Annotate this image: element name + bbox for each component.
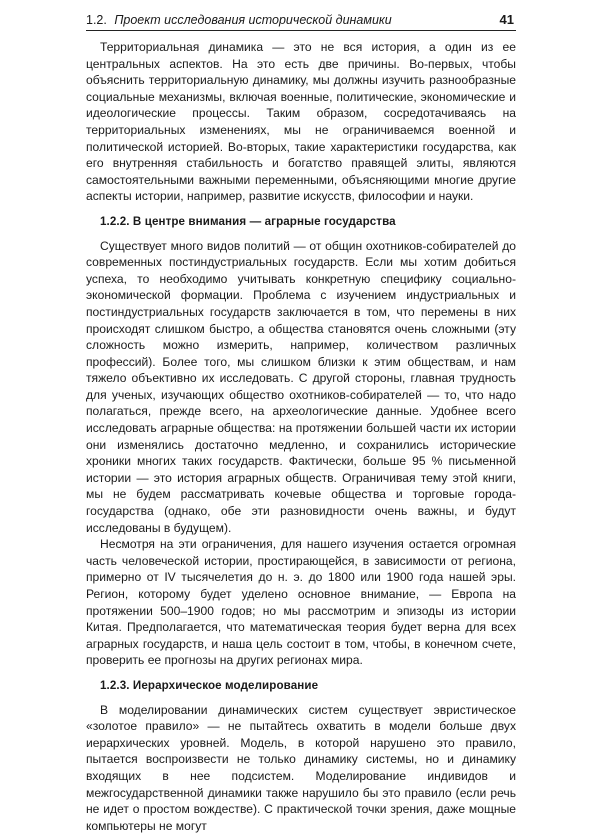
header-section-title: Проект исследования исторической динамики	[114, 13, 392, 27]
header-section-number: 1.2.	[86, 13, 107, 27]
body-paragraph: Несмотря на эти ограничения, для нашего изучения остается огромная часть человеческой истории, простирающейся, в зависимости от региона, примерно от IV тысячелетия до н. э. до 1800 или 1900 года нашей эры. Регион, которому будет уделено основное внимание, — Европа на протяжении 500–1900 годов; но мы рассмотрим и эпизоды из истории Китая. Предполагается, что математическая теория будет верна для всех аграрных государств, и наша цель состоит в том, чтобы, в конечном счете, проверить ее прогнозы на других регионах мира.	[86, 537, 516, 668]
book-page	[86, 12, 516, 834]
page-content	[86, 39, 516, 834]
running-header	[86, 12, 516, 31]
page-number: 41	[499, 12, 514, 27]
section-heading-1-2-2: 1.2.2. В центре внимания — аграрные государства	[100, 214, 396, 228]
running-header-title	[86, 13, 392, 27]
section-heading-1-2-3: 1.2.3. Иерархическое моделирование	[100, 678, 319, 692]
intro-paragraph: Территориальная динамика — это не вся история, а один из ее центральных аспектов. На это есть две причины. Во-первых, чтобы объяснить территориальную динамику, мы должны изучить разнообразные социальные механизмы, включая военные, политические, экономические и идеологические процессы. Таким образом, сосредотачиваясь на территориальных изменениях, мы не ограничиваемся военной и политической историей. Во-вторых, такие характеристики государства, как его внутренняя стабильность и богатство правящей элиты, являются самостоятельными важными переменными, объясняющими многие другие аспекты истории, например, развитие искусств, философии и науки.	[86, 40, 516, 204]
body-paragraph: В моделировании динамических систем существует эвристическое «золотое правило» — не пытайтесь охватить в модели больше двух иерархических уровней. Модель, в которой нарушено это правило, пытается воспроизвести не только динамику системы, но и динамику входящих в нее подсистем. Моделирование индивидов и межгосударственной динамики также нарушило бы это правило (если речь не идет о простом вождестве). С практической точки зрения, даже мощные компьютеры не могут	[86, 702, 516, 833]
body-paragraph: Существует много видов политий — от общин охотников-собирателей до современных постиндустриальных государств. Если мы хотим добиться успеха, то необходимо учитывать конкретную специфику социально-экономической формации. Проблема с изучением индустриальных и постиндустриальных государств заключается в том, что перемены в них происходят слишком быстро, а общества становятся очень сложными (эту сложность можно измерить, например, количеством различных профессий). Более того, мы слишком близки к этим обществам, и нам тяжело объективно их исследовать. С другой стороны, главная трудность для ученых, изучающих общество охотников-собирателей — то, что надо полагаться, прежде всего, на археологические данные. Удобнее всего исследовать аграрные общества: на протяжении большей части их истории они изменялись достаточно медленно, и сохранились исторические хроники многих таких государств. Фактически, больше 95 % письменной истории — это история аграрных обществ. Ограничивая тему этой книги, мы не будем рассматривать кочевые общества и торговые города-государства (однако, обе эти разновидности очень важны, и будут исследованы в будущем).	[86, 238, 516, 535]
